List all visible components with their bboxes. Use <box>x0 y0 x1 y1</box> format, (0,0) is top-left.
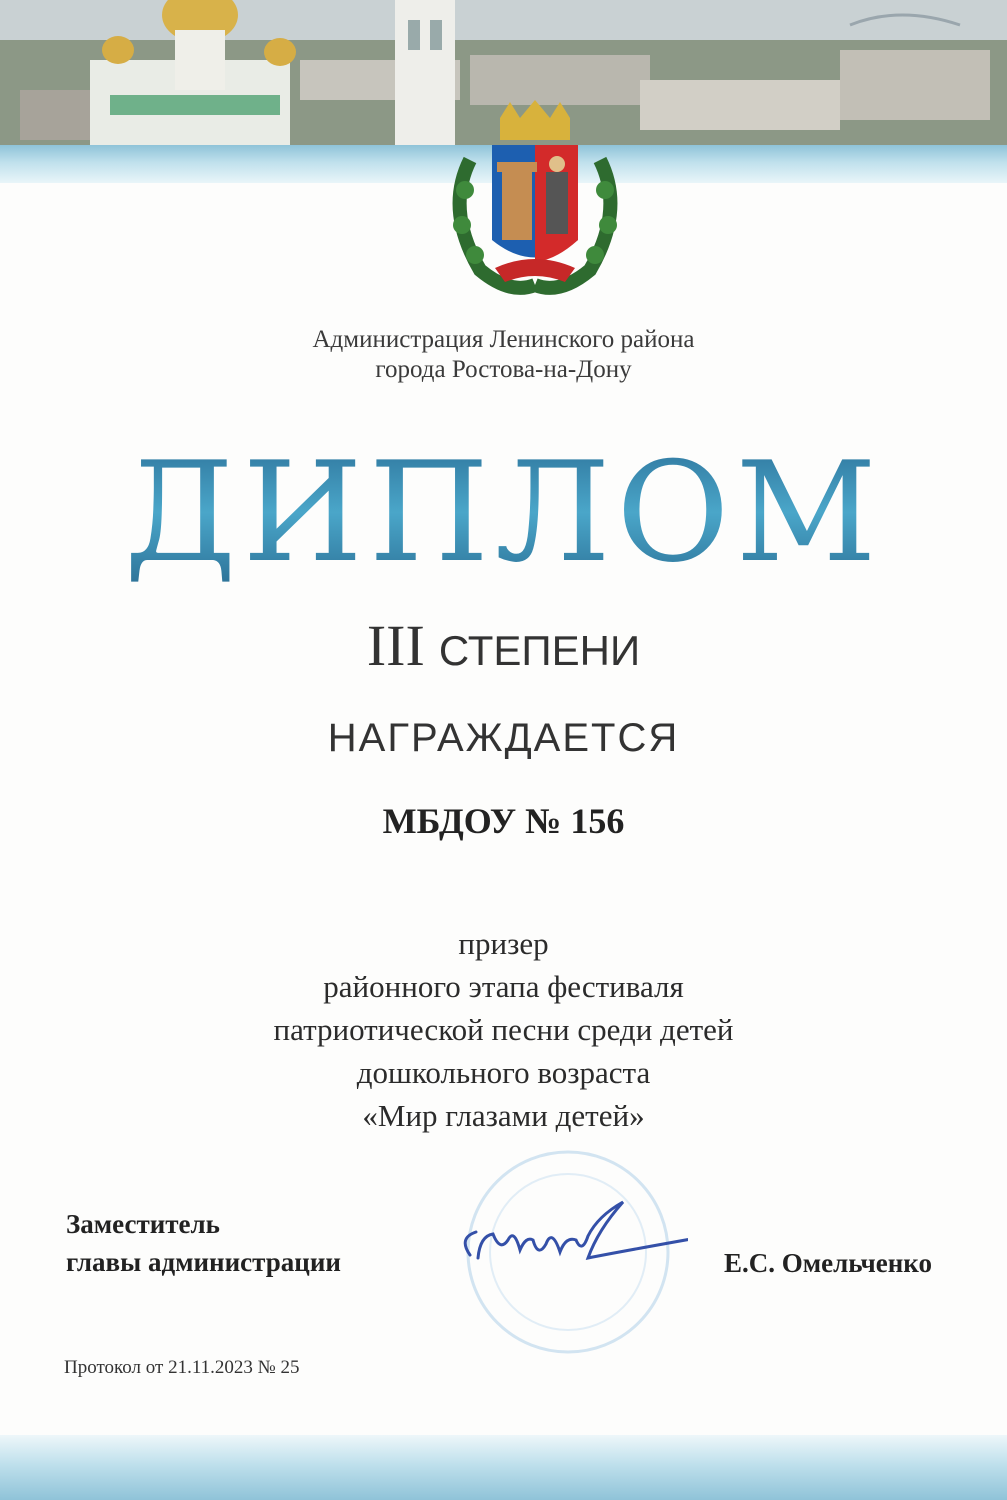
description-line: призер <box>458 926 549 961</box>
degree-line <box>0 612 1007 679</box>
description-line: патриотической песни среди детей <box>273 1012 734 1047</box>
awarded-heading: НАГРАЖДАЕТСЯ <box>327 716 680 760</box>
description-line: районного этапа фестиваля <box>323 969 684 1004</box>
signatory-position-line-2: главы администрации <box>66 1247 341 1277</box>
signatory-name: Е.С. Омельченко <box>724 1248 932 1278</box>
official-stamp <box>448 1140 688 1370</box>
round-stamp-icon <box>448 1140 688 1370</box>
protocol-reference: Протокол от 21.11.2023 № 25 <box>64 1357 300 1378</box>
bottom-decorative-band <box>0 1435 1007 1500</box>
signatory-position-line-1: Заместитель <box>66 1209 220 1239</box>
diploma-title: ДИПЛОМ <box>0 432 1007 593</box>
coat-of-arms-emblem <box>440 100 630 300</box>
degree-word: СТЕПЕНИ <box>438 627 641 674</box>
degree-roman: III <box>366 613 425 678</box>
award-description <box>0 922 1007 1137</box>
description-line: дошкольного возраста <box>356 1055 651 1090</box>
signatory-position <box>66 1205 341 1281</box>
description-line: «Мир глазами детей» <box>362 1098 645 1133</box>
rostov-coat-of-arms-icon <box>440 100 630 300</box>
handwritten-signature-icon <box>465 1202 688 1258</box>
recipient-name: МБДОУ № 156 <box>382 801 625 841</box>
issuer-line-1: Администрация Ленинского района <box>312 326 695 353</box>
issuer-line-2: города Ростова-на-Дону <box>375 356 632 383</box>
